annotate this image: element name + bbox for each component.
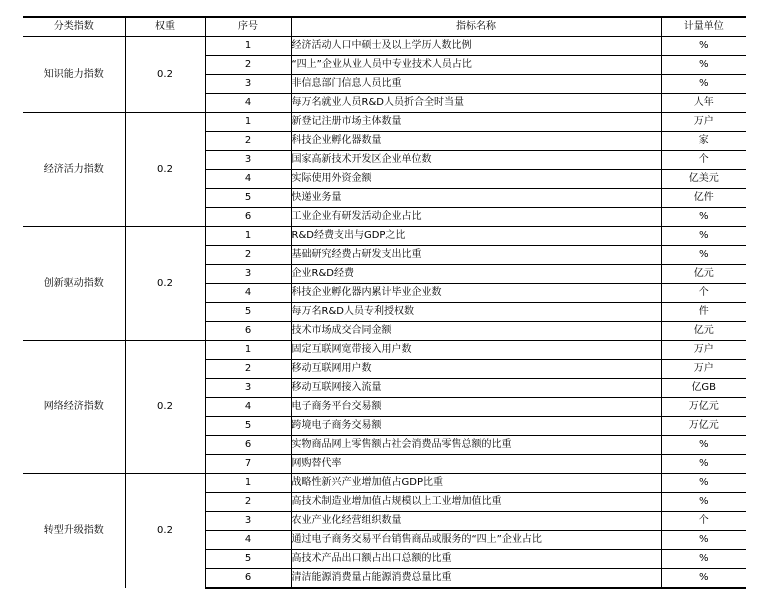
seq-cell: 4	[205, 531, 291, 550]
weight-cell: 0.2	[125, 341, 205, 474]
name-cell: 经济活动人口中硕士及以上学历人数比例	[291, 37, 661, 56]
seq-cell: 5	[205, 550, 291, 569]
name-cell: 高技术制造业增加值占规模以上工业增加值比重	[291, 493, 661, 512]
unit-cell: 亿元	[661, 265, 746, 284]
unit-cell: %	[661, 75, 746, 94]
seq-cell: 1	[205, 37, 291, 56]
table-row	[23, 113, 746, 132]
name-cell: 固定互联网宽带接入用户数	[291, 341, 661, 360]
unit-cell: 个	[661, 512, 746, 531]
name-cell: 移动互联网接入流量	[291, 379, 661, 398]
name-cell: 技术市场成交合同金额	[291, 322, 661, 341]
unit-cell: 万户	[661, 341, 746, 360]
name-cell: 清洁能源消费量占能源消费总量比重	[291, 569, 661, 589]
header-seq: 序号	[205, 17, 291, 37]
unit-cell: 万亿元	[661, 398, 746, 417]
header-name: 指标名称	[291, 17, 661, 37]
seq-cell: 1	[205, 113, 291, 132]
name-cell: 基础研究经费占研发支出比重	[291, 246, 661, 265]
table-row	[23, 341, 746, 360]
unit-cell: 亿GB	[661, 379, 746, 398]
unit-cell: 个	[661, 284, 746, 303]
seq-cell: 2	[205, 493, 291, 512]
seq-cell: 2	[205, 360, 291, 379]
unit-cell: 亿美元	[661, 170, 746, 189]
name-cell: 企业R&D经费	[291, 265, 661, 284]
seq-cell: 3	[205, 151, 291, 170]
unit-cell: 人年	[661, 94, 746, 113]
indicator-table	[23, 16, 746, 589]
weight-cell: 0.2	[125, 113, 205, 227]
seq-cell: 5	[205, 303, 291, 322]
seq-cell: 4	[205, 94, 291, 113]
seq-cell: 1	[205, 227, 291, 246]
unit-cell: 件	[661, 303, 746, 322]
indicator-group	[23, 113, 746, 227]
unit-cell: %	[661, 56, 746, 75]
weight-cell: 0.2	[125, 474, 205, 589]
unit-cell: %	[661, 227, 746, 246]
unit-cell: %	[661, 208, 746, 227]
unit-cell: 家	[661, 132, 746, 151]
name-cell: 国家高新技术开发区企业单位数	[291, 151, 661, 170]
seq-cell: 6	[205, 322, 291, 341]
seq-cell: 1	[205, 341, 291, 360]
name-cell: 移动互联网用户数	[291, 360, 661, 379]
category-cell: 创新驱动指数	[23, 227, 125, 341]
weight-cell: 0.2	[125, 227, 205, 341]
seq-cell: 3	[205, 265, 291, 284]
indicator-group	[23, 474, 746, 589]
header-unit: 计量单位	[661, 17, 746, 37]
seq-cell: 5	[205, 417, 291, 436]
unit-cell: 个	[661, 151, 746, 170]
category-cell: 知识能力指数	[23, 37, 125, 113]
name-cell: 每万名R&D人员专利授权数	[291, 303, 661, 322]
name-cell: 快递业务量	[291, 189, 661, 208]
seq-cell: 4	[205, 170, 291, 189]
unit-cell: %	[661, 550, 746, 569]
indicator-group	[23, 37, 746, 113]
table-row	[23, 37, 746, 56]
unit-cell: 亿件	[661, 189, 746, 208]
unit-cell: %	[661, 37, 746, 56]
seq-cell: 7	[205, 455, 291, 474]
unit-cell: %	[661, 493, 746, 512]
seq-cell: 6	[205, 436, 291, 455]
name-cell: 跨境电子商务交易额	[291, 417, 661, 436]
name-cell: 电子商务平台交易额	[291, 398, 661, 417]
seq-cell: 5	[205, 189, 291, 208]
unit-cell: 万亿元	[661, 417, 746, 436]
seq-cell: 6	[205, 208, 291, 227]
name-cell: 非信息部门信息人员比重	[291, 75, 661, 94]
indicator-group	[23, 227, 746, 341]
name-cell: 通过电子商务交易平台销售商品或服务的“四上”企业占比	[291, 531, 661, 550]
name-cell: 农业产业化经营组织数量	[291, 512, 661, 531]
header-weight: 权重	[125, 17, 205, 37]
weight-cell: 0.2	[125, 37, 205, 113]
unit-cell: %	[661, 531, 746, 550]
unit-cell: %	[661, 436, 746, 455]
category-cell: 转型升级指数	[23, 474, 125, 589]
header-category: 分类指数	[23, 17, 125, 37]
category-cell: 网络经济指数	[23, 341, 125, 474]
name-cell: 科技企业孵化器内累计毕业企业数	[291, 284, 661, 303]
name-cell: 网购替代率	[291, 455, 661, 474]
name-cell: 高技术产品出口额占出口总额的比重	[291, 550, 661, 569]
header-row	[23, 17, 746, 37]
seq-cell: 6	[205, 569, 291, 589]
seq-cell: 2	[205, 56, 291, 75]
seq-cell: 3	[205, 512, 291, 531]
name-cell: 战略性新兴产业增加值占GDP比重	[291, 474, 661, 493]
unit-cell: 万户	[661, 113, 746, 132]
seq-cell: 2	[205, 132, 291, 151]
name-cell: R&D经费支出与GDP之比	[291, 227, 661, 246]
name-cell: 每万名就业人员R&D人员折合全时当量	[291, 94, 661, 113]
name-cell: 新登记注册市场主体数量	[291, 113, 661, 132]
unit-cell: %	[661, 246, 746, 265]
seq-cell: 4	[205, 398, 291, 417]
table-row	[23, 227, 746, 246]
name-cell: “四上”企业从业人员中专业技术人员占比	[291, 56, 661, 75]
seq-cell: 4	[205, 284, 291, 303]
category-cell: 经济活力指数	[23, 113, 125, 227]
unit-cell: %	[661, 455, 746, 474]
unit-cell: 亿元	[661, 322, 746, 341]
name-cell: 工业企业有研发活动企业占比	[291, 208, 661, 227]
seq-cell: 3	[205, 379, 291, 398]
unit-cell: %	[661, 569, 746, 589]
seq-cell: 2	[205, 246, 291, 265]
unit-cell: 万户	[661, 360, 746, 379]
table-row	[23, 474, 746, 493]
seq-cell: 1	[205, 474, 291, 493]
name-cell: 实际使用外资金额	[291, 170, 661, 189]
table-header	[23, 17, 746, 37]
name-cell: 科技企业孵化器数量	[291, 132, 661, 151]
unit-cell: %	[661, 474, 746, 493]
indicator-group	[23, 341, 746, 474]
seq-cell: 3	[205, 75, 291, 94]
name-cell: 实物商品网上零售额占社会消费品零售总额的比重	[291, 436, 661, 455]
